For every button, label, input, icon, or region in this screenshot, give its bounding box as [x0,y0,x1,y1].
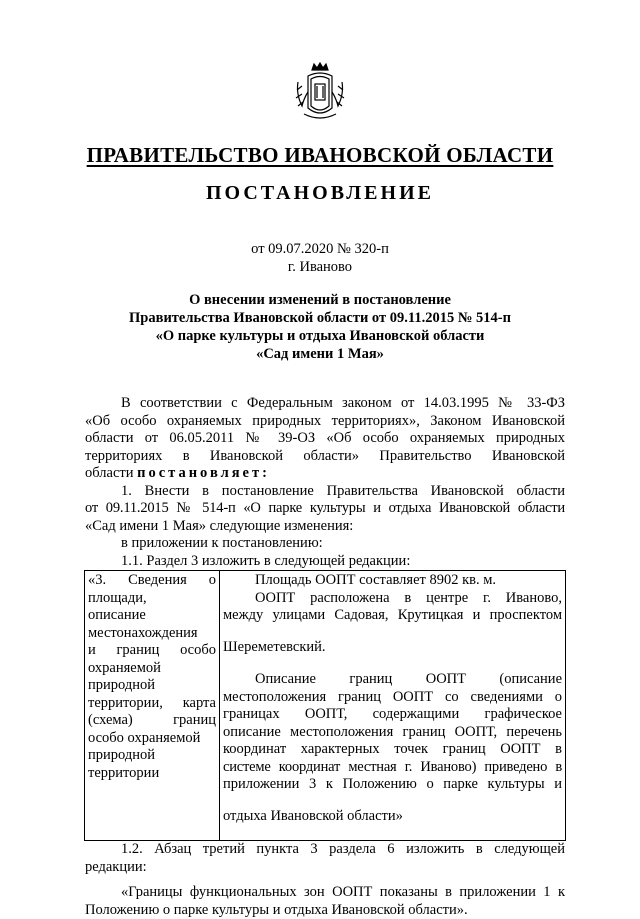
text-line: редакции: [85,859,565,877]
text-line: «Об особо охраняемых природных территориях», Законом Ивановской [85,413,565,431]
cell-line: между улицами Садовая, Крутицкая и проспектом [223,607,562,625]
item-1 [85,483,565,571]
title-line: О внесении изменений в постановление [0,291,640,309]
text-line: от 09.11.2015 № 514-п «О парке культуры и отдыха Ивановской области [85,500,565,518]
text-line: Положению о парке культуры и отдыха Ивановской области». [85,902,565,919]
preamble [85,395,565,483]
text-line: В соответствии с Федеральным законом от 14.03.1995 № 33-ФЗ [85,395,565,413]
cell-line: системе координат местная г. Иваново) приведено в [223,759,562,777]
cell-line: природной [88,677,216,695]
cell-line: Шереметевский. [223,639,562,657]
cell-line: ООПТ расположена в центре г. Иваново, [223,590,562,608]
document-body [85,395,565,919]
cell-line: приложении 3 к Положению о парке культуры и [223,776,562,794]
table-cell-content [220,571,566,841]
cell-line: границах ООПТ, содержащими графическое [223,706,562,724]
organization-name: ПРАВИТЕЛЬСТВО ИВАНОВСКОЙ ОБЛАСТИ [0,143,640,168]
text-line: 1. Внести в постановление Правительства Ивановской области [85,483,565,501]
cell-line: отдыха Ивановской области» [223,808,562,826]
document-city: г. Иваново [0,259,640,276]
text-line: «Сад имени 1 Мая» следующие изменения: [85,518,565,536]
document-title [0,291,640,363]
cell-line: (схема) границ [88,712,216,730]
cell-line: Описание границ ООПТ (описание [223,671,562,689]
cell-line: площади, [88,590,216,608]
cell-line: Площадь ООПТ составляет 8902 кв. м. [223,572,562,590]
cell-line: местонахождения [88,625,216,643]
cell-line: и границ особо [88,642,216,660]
cell-line: охраняемой [88,660,216,678]
item-1-2 [85,841,565,919]
cell-line: природной [88,747,216,765]
cell-line: «3. Сведения о [88,572,216,590]
title-line: Правительства Ивановской области от 09.11.2015 № 514-п [0,309,640,327]
text-line: в приложении к постановлению: [85,535,565,553]
document-type: ПОСТАНОВЛЕНИЕ [0,182,640,205]
resolution-word: постановляет: [137,465,270,481]
table-cell-heading [85,571,220,841]
table-row [85,571,566,841]
cell-line: описание местоположения границ ООПТ, перечень [223,724,562,742]
cell-line: местоположения границ ООПТ со сведениями о [223,689,562,707]
cell-line: территории, карта [88,695,216,713]
title-line: «Сад имени 1 Мая» [0,345,640,363]
document-date-number: от 09.07.2020 № 320-п [0,241,640,258]
text-line: 1.2. Абзац третий пункта 3 раздела 6 изложить в следующей [85,841,565,859]
text-line: территориях в Ивановской области» Правительство Ивановской [85,448,565,466]
text-line: области постановляет: [85,465,565,483]
text-line: области от 06.05.2011 № 39-ОЗ «Об особо охраняемых природных [85,430,565,448]
cell-line: особо охраняемой [88,730,216,748]
amendment-table [84,570,566,841]
coat-of-arms-icon [294,62,346,122]
title-line: «О парке культуры и отдыха Ивановской области [0,327,640,345]
text-line: «Границы функциональных зон ООПТ показаны в приложении 1 к [85,884,565,902]
text-line: 1.1. Раздел 3 изложить в следующей редакции: [85,553,565,571]
cell-line: координат характерных точек границ ООПТ в [223,741,562,759]
cell-line: территории [88,765,216,783]
cell-line: описание [88,607,216,625]
